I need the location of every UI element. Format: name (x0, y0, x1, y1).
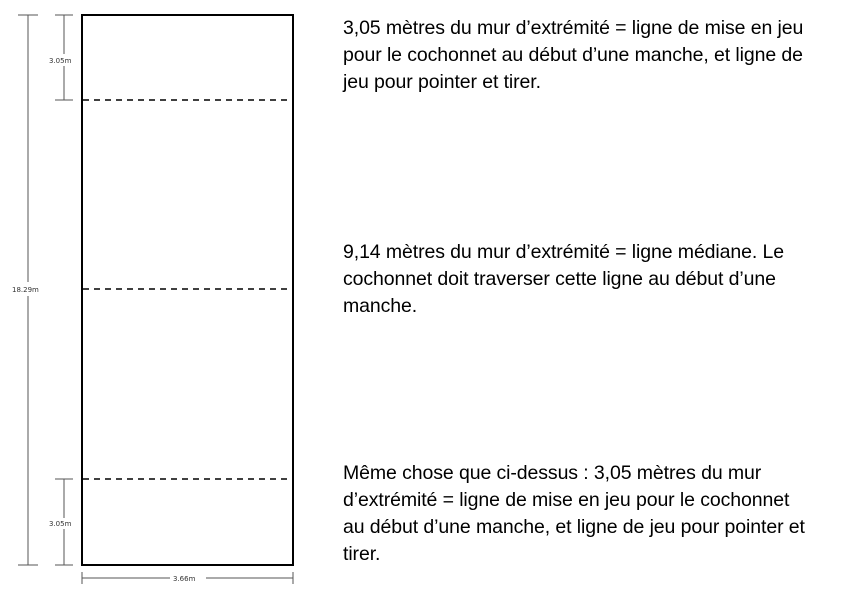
note-foul-line-bottom: Même chose que ci-dessus : 3,05 mètres du mur d’extrémité = ligne de mise en jeu pour le cochonnet au début d’une manche, et ligne de jeu pour pointer et tirer. (343, 462, 805, 565)
top-zone-label: 3.05m (49, 57, 72, 65)
court-diagram (0, 0, 330, 589)
bottom-zone-label: 3.05m (49, 520, 72, 528)
note-center-line: 9,14 mètres du mur d’extrémité = ligne médiane. Le cochonnet doit traverser cette ligne au début d’une manche. (343, 241, 785, 317)
width-label: 3.66m (173, 575, 196, 583)
total-length-label: 18.29m (12, 286, 39, 294)
note-foul-line-top: 3,05 mètres du mur d’extrémité = ligne de mise en jeu pour le cochonnet au début d’une manche, et ligne de jeu pour pointer et tirer. (343, 17, 804, 93)
court-outline (82, 15, 293, 565)
